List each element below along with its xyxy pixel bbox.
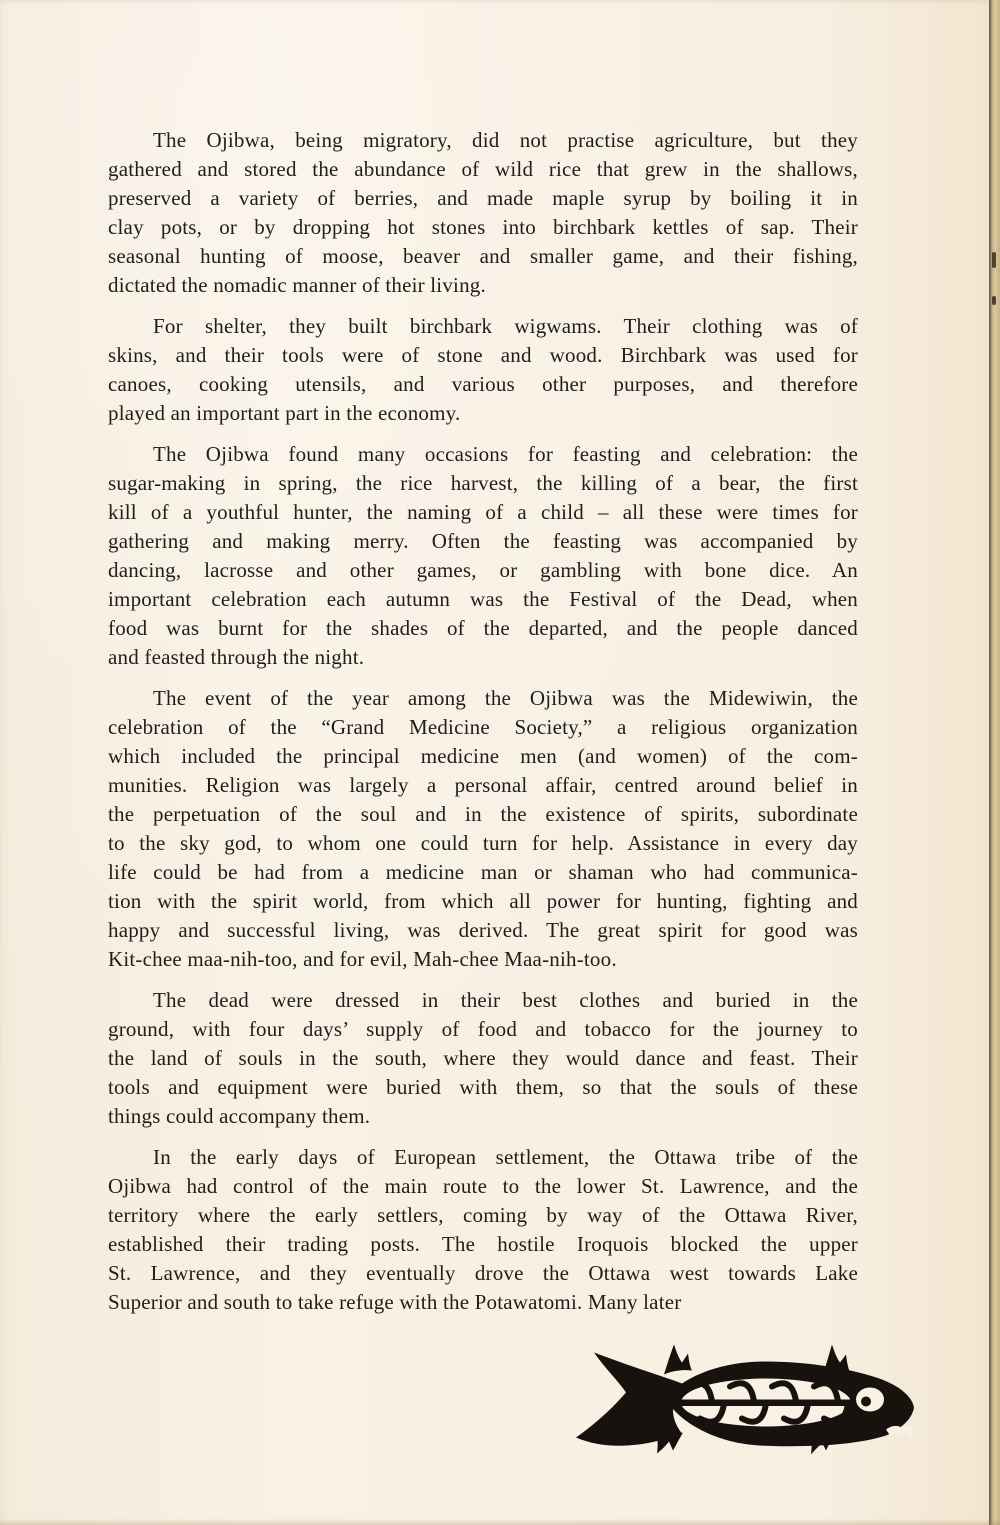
paragraph <box>108 684 858 974</box>
fish-illustration <box>570 1338 930 1466</box>
text-line: For shelter, they built birchbark wigwams. Their clothing was of <box>153 314 858 338</box>
text-line: life could be had from a medicine man or shaman who had communica- <box>108 860 858 884</box>
text-line: the perpetuation of the soul and in the existence of spirits, subordinate <box>108 802 858 826</box>
fish-pictograph-icon <box>570 1338 930 1466</box>
text-line: gathering and making merry. Often the feasting was accompanied by <box>108 529 858 553</box>
text-line: The Ojibwa, being migratory, did not practise agriculture, but they <box>153 128 858 152</box>
text-line: important celebration each autumn was the Festival of the Dead, when <box>108 587 858 611</box>
text-line: canoes, cooking utensils, and various other purposes, and therefore <box>108 372 858 396</box>
text-line: dancing, lacrosse and other games, or gambling with bone dice. An <box>108 558 858 582</box>
text-line: munities. Religion was largely a personal affair, centred around belief in <box>108 773 858 797</box>
text-line: Ojibwa had control of the main route to the lower St. Lawrence, and the <box>108 1174 858 1198</box>
scan-artifact <box>992 296 996 305</box>
text-line: seasonal hunting of moose, beaver and smaller game, and their fishing, <box>108 244 858 268</box>
text-line: clay pots, or by dropping hot stones into birchbark kettles of sap. Their <box>108 215 858 239</box>
text-line: skins, and their tools were of stone and wood. Birchbark was used for <box>108 343 858 367</box>
body-text <box>108 126 858 1317</box>
text-line: Superior and south to take refuge with the Potawatomi. Many later <box>108 1290 682 1314</box>
paragraph <box>108 986 858 1131</box>
fish-eye-pupil <box>861 1397 871 1407</box>
text-line: St. Lawrence, and they eventually drove the Ottawa west towards Lake <box>108 1261 858 1285</box>
text-line: established their trading posts. The hostile Iroquois blocked the upper <box>108 1232 858 1256</box>
paragraph <box>108 312 858 428</box>
text-line: territory where the early settlers, coming by way of the Ottawa River, <box>108 1203 858 1227</box>
text-line: which included the principal medicine men (and women) of the com- <box>108 744 858 768</box>
fish-spine <box>654 1400 862 1407</box>
page-edge-right <box>989 0 1000 1525</box>
text-line: sugar-making in spring, the rice harvest, the killing of a bear, the first <box>108 471 858 495</box>
text-line: Kit-chee maa-nih-too, and for evil, Mah-chee Maa-nih-too. <box>108 947 617 971</box>
text-line: ground, with four days’ supply of food and tobacco for the journey to <box>108 1017 858 1041</box>
text-line: to the sky god, to whom one could turn for help. Assistance in every day <box>108 831 858 855</box>
text-line: gathered and stored the abundance of wild rice that grew in the shallows, <box>108 157 858 181</box>
paragraph <box>108 440 858 672</box>
paragraph <box>108 1143 858 1317</box>
page-edge-bottom <box>0 1519 1000 1525</box>
text-line: and feasted through the night. <box>108 645 365 669</box>
text-line: tools and equipment were buried with them, so that the souls of these <box>108 1075 858 1099</box>
text-line: kill of a youthful hunter, the naming of a child – all these were times for <box>108 500 858 524</box>
text-line: happy and successful living, was derived. The great spirit for good was <box>108 918 858 942</box>
text-line: tion with the spirit world, from which all power for hunting, fighting and <box>108 889 858 913</box>
text-line: celebration of the “Grand Medicine Society,” a religious organization <box>108 715 858 739</box>
fish-ventral-fin <box>656 1432 683 1454</box>
text-line: The dead were dressed in their best clothes and buried in the <box>153 988 858 1012</box>
text-line: In the early days of European settlement, the Ottawa tribe of the <box>153 1145 858 1169</box>
fish-dorsal-fin <box>822 1345 850 1378</box>
text-line: food was burnt for the shades of the departed, and the people danced <box>108 616 858 640</box>
paragraph <box>108 126 858 300</box>
text-line: dictated the nomadic manner of their living. <box>108 273 486 297</box>
text-line: things could accompany them. <box>108 1104 371 1128</box>
text-line: preserved a variety of berries, and made maple syrup by boiling it in <box>108 186 858 210</box>
fish-dorsal-fin <box>664 1345 692 1375</box>
fish-mouth <box>886 1426 914 1439</box>
text-line: played an important part in the economy. <box>108 401 461 425</box>
scan-artifact <box>992 252 996 268</box>
text-line: The Ojibwa found many occasions for feasting and celebration: the <box>153 442 858 466</box>
text-line: The event of the year among the Ojibwa was the Midewiwin, the <box>153 686 858 710</box>
text-line: the land of souls in the south, where they would dance and feast. Their <box>108 1046 858 1070</box>
